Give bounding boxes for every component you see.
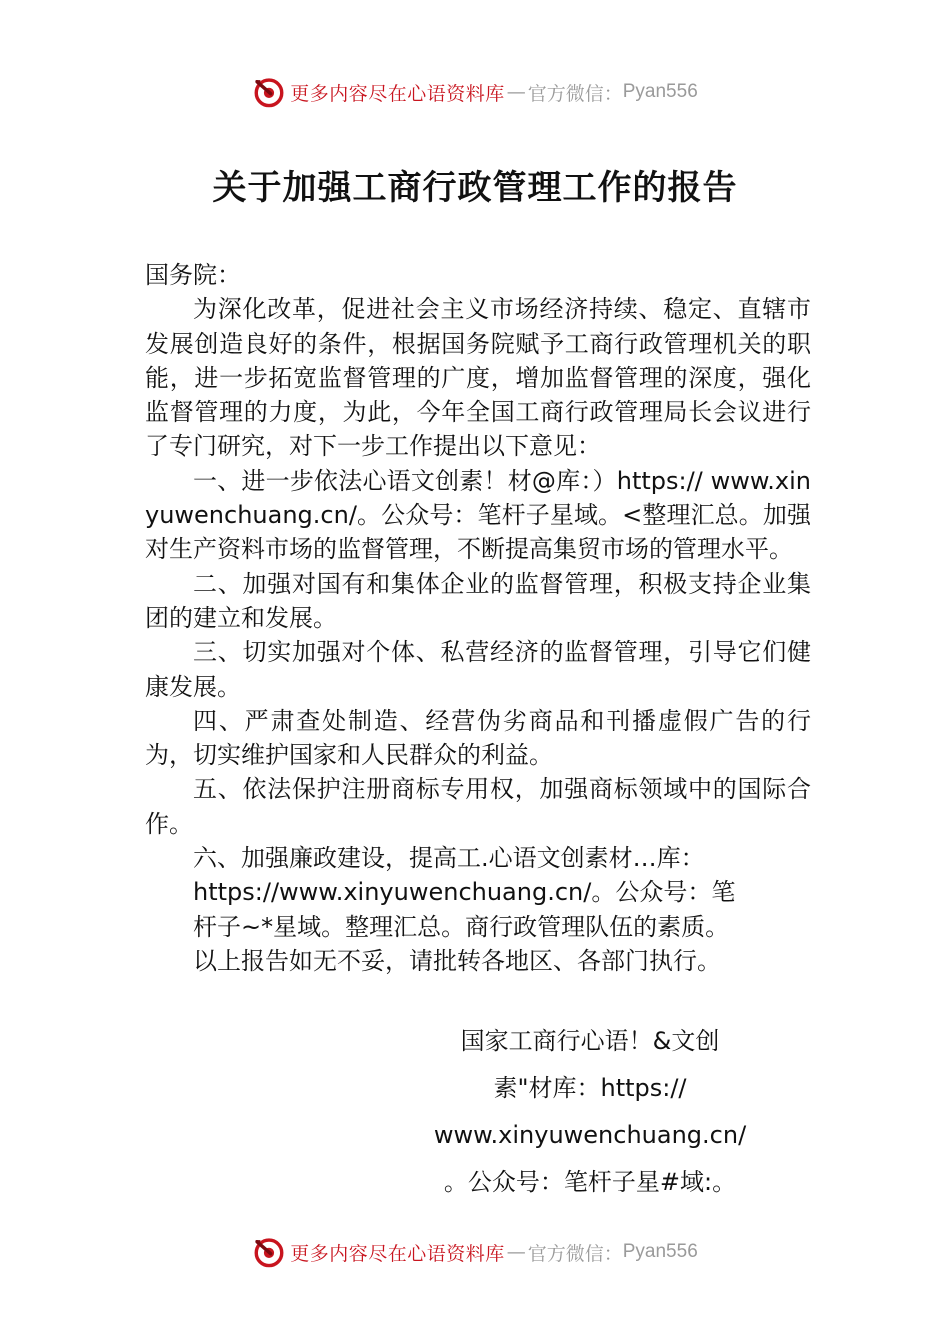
banner-text: 更多内容尽在心语资料库 [290,82,505,105]
banner-separator: — [506,1241,526,1263]
paragraph-item-1: 一、进一步依法心语文创素！材@库：）https:// www.xinyuwenchuang.cn/。公众号：笔杆子星域。<整理汇总。加强对生产资料市场的监督管理，不断提高集贸市场的管理水平。 [145,466,811,564]
paragraph-item-6-line-2: https://www.xinyuwenchuang.cn/。公众号：笔 [193,878,736,907]
banner-wechat-label: 官方微信： [527,82,623,105]
banner-text: 更多内容尽在心语资料库 [290,1242,505,1265]
signature-block [420,1018,760,1206]
document-title: 关于加强工商行政管理工作的报告 [212,168,738,208]
paragraph-item-6-line-3: 杆子~*星域。整理汇总。商行政管理队伍的素质。 [193,912,730,941]
banner-wechat-id: Pyan556 [622,81,698,102]
closing-request: 以上报告如无不妥，请批转各地区、各部门执行。 [193,946,721,975]
logo-icon [252,75,286,109]
banner-wechat-id: Pyan556 [622,1241,698,1262]
signature-line: 。公众号：笔杆子星#域:。 [443,1168,737,1196]
signature-line: www.xinyuwenchuang.cn/ [433,1121,747,1149]
paragraph-item-6-line-1: 六、加强廉政建设，提高工.心语文创素材…库： [193,844,705,873]
paragraph-item-4: 四、严肃查处制造、经营伪劣商品和刊播虚假广告的行为，切实维护国家和人民群众的利益。 [145,706,811,770]
paragraph-item-3: 三、切实加强对个体、私营经济的监督管理，引导它们健康发展。 [145,638,811,701]
paragraph-item-5: 五、依法保护注册商标专用权，加强商标领域中的国际合作。 [145,775,811,838]
paragraph-item-2: 二、加强对国有和集体企业的监督管理，积极支持企业集团的建立和发展。 [145,569,811,632]
document-body [145,258,811,978]
banner-separator: — [506,81,526,103]
logo-icon [252,1235,286,1269]
footer-banner [0,1232,950,1272]
signature-line: 国家工商行心语！&文创 [460,1027,720,1055]
banner-wechat-label: 官方微信： [527,1242,623,1265]
salutation: 国务院： [145,261,241,289]
paragraph-intro: 为深化改革，促进社会主义市场经济持续、稳定、直辖市发展创造良好的条件，根据国务院赋予工商行政管理机关的职能，进一步拓宽监督管理的广度，增加监督管理的深度，强化监督管理的力度，为此，今年全国工商行政管理局长会议进行了专门研究，对下一步工作提出以下意见： [145,295,811,461]
signature-line: 素"材库：https:// [493,1074,687,1102]
header-banner [0,72,950,112]
